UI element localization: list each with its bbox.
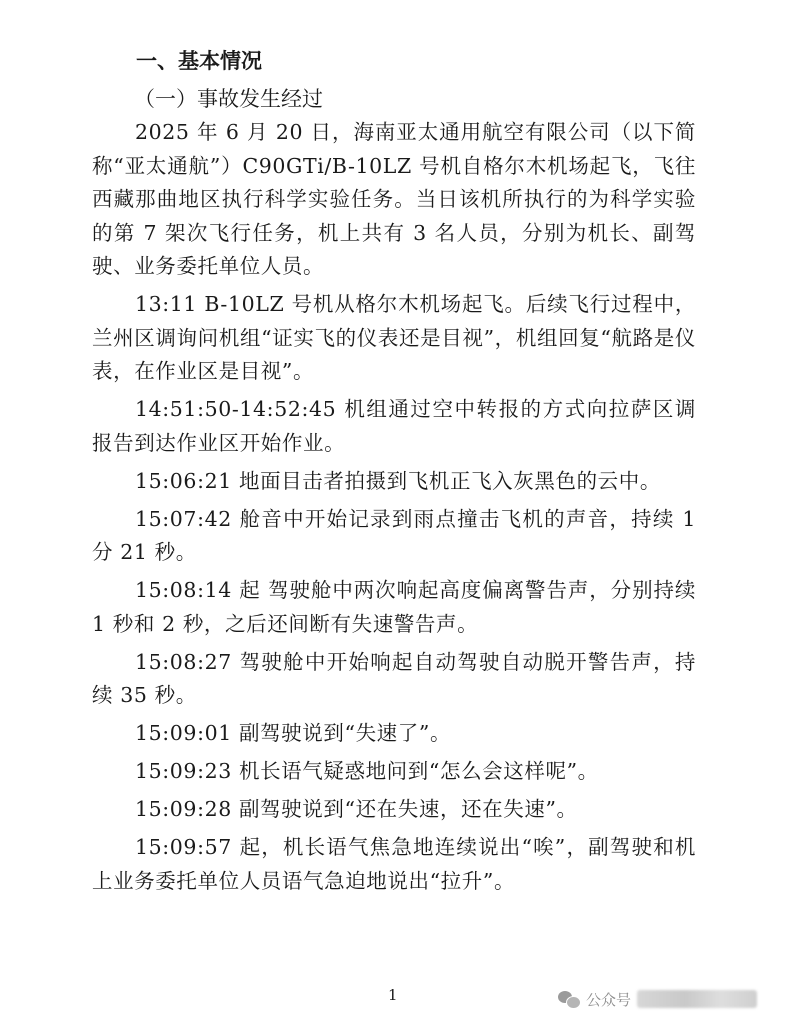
document-body xyxy=(92,116,696,903)
watermark-label: 公众号 xyxy=(586,990,632,1009)
paragraph-incident-summary: 2025 年 6 月 20 日，海南亚太通用航空有限公司（以下简称“亚太通航”）C90GTi/B-10LZ 号机自格尔木机场起飞，飞往西藏那曲地区执行科学实验任务。当日该机所执行的为科学实验的第 7 架次飞行任务，机上共有 3 名人员，分别为机长、副驾驶、业务委托单位人员。 xyxy=(92,120,696,278)
paragraph-150928: 15:09:28 副驾驶说到“还在失速，还在失速”。 xyxy=(135,797,578,821)
section-heading: 一、基本情况 xyxy=(136,49,262,73)
watermark-blurred-name xyxy=(637,990,757,1008)
wechat-icon xyxy=(558,990,580,1008)
paragraph-150621: 15:06:21 地面目击者拍摄到飞机正飞入灰黑色的云中。 xyxy=(135,468,661,493)
paragraph-150827: 15:08:27 驾驶舱中开始响起自动驾驶自动脱开警告声，持续 35 秒。 xyxy=(92,649,696,707)
paragraph-150814: 15:08:14 起 驾驶舱中两次响起高度偏离警告声，分别持续 1 秒和 2 秒，之后还间断有失速警告声。 xyxy=(92,578,696,636)
paragraph-150742: 15:07:42 舱音中开始记录到雨点撞击飞机的声音，持续 1 分 21 秒。 xyxy=(92,506,696,564)
paragraph-150923: 15:09:23 机长语气疑惑地问到“怎么会这样呢”。 xyxy=(135,759,599,783)
paragraph-150901: 15:09:01 副驾驶说到“失速了”。 xyxy=(135,721,452,745)
watermark xyxy=(558,985,757,1013)
page-number: 1 xyxy=(388,986,398,1004)
paragraph-1451: 14:51:50-14:52:45 机组通过空中转报的方式向拉萨区调报告到达作业区开始作业。 xyxy=(92,397,696,455)
subsection-heading: （一）事故发生经过 xyxy=(134,87,323,111)
paragraph-150957: 15:09:57 起，机长语气焦急地连续说出“唉”，副驾驶和机上业务委托单位人员语气急迫地说出“拉升”。 xyxy=(92,835,696,893)
paragraph-1311: 13:11 B-10LZ 号机从格尔木机场起飞。后续飞行过程中，兰州区调询问机组“证实飞的仪表还是目视”，机组回复“航路是仪表，在作业区是目视”。 xyxy=(92,292,696,383)
